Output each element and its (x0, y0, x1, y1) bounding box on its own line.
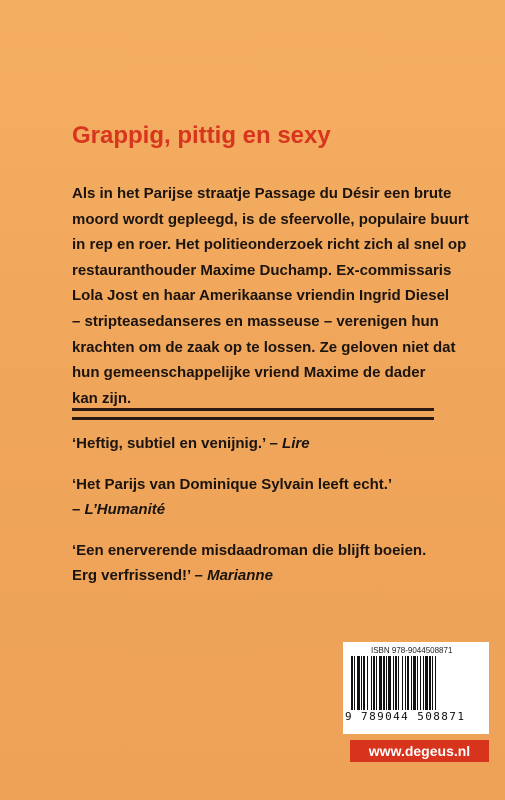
quote-text: ‘Heftig, subtiel en venijnig.’ – (72, 435, 278, 452)
quote-dash: – (72, 501, 81, 519)
barcode-bar (354, 656, 355, 710)
isbn-barcode (343, 642, 489, 734)
divider-rule (72, 408, 434, 411)
blurb-line: kan zijn. (72, 389, 132, 407)
barcode-bar (429, 656, 431, 710)
barcode-bar (357, 656, 360, 710)
barcode-bar (395, 656, 397, 710)
review-quote (72, 431, 442, 457)
barcode-bar (388, 656, 391, 710)
barcode-bar (373, 656, 375, 710)
headline: Grappig, pittig en sexy (72, 122, 331, 149)
quote-source: Marianne (207, 567, 273, 585)
blurb-line: – stripteasedanseres en masseuse – verenigen hun (72, 312, 439, 330)
publisher-website[interactable]: www.degeus.nl (350, 740, 489, 762)
quote-line (72, 497, 442, 523)
barcode-bar (379, 656, 382, 710)
quote-line (72, 563, 442, 589)
barcode-bar (383, 656, 385, 710)
barcode-bar (413, 656, 416, 710)
quote-source: Lire (282, 435, 310, 452)
review-quote (72, 472, 442, 523)
blurb-line: hun gemeenschappelijke vriend Maxime de dader (72, 364, 426, 382)
barcode-bar (386, 656, 387, 710)
barcode-bar (432, 656, 433, 710)
blurb-line: restauranthouder Maxime Duchamp. Ex-commissaris (72, 261, 452, 279)
barcode-bars (351, 656, 481, 710)
quote-text: ‘Een enerverende misdaadroman die blijft boeien. (72, 541, 427, 559)
barcode-bar (363, 656, 365, 710)
review-quotes (72, 431, 442, 604)
barcode-bar (420, 656, 421, 710)
barcode-bar (417, 656, 418, 710)
blurb-line: in rep en roer. Het politieonderzoek richt zich al snel op (72, 236, 467, 254)
blurb-paragraph (72, 181, 469, 411)
barcode-bar (405, 656, 406, 710)
barcode-bar (411, 656, 412, 710)
quote-source: L’Humanité (84, 501, 166, 519)
quote-line (72, 431, 442, 457)
isbn-label: ISBN 978-9044508871 (371, 646, 453, 655)
quote-text: ‘Het Parijs van Dominique Sylvain leeft echt.’ (72, 475, 393, 493)
barcode-bar (367, 656, 368, 710)
barcode-bar (407, 656, 409, 710)
blurb-line: krachten om de zaak op te lossen. Ze geloven niet dat (72, 338, 456, 356)
barcode-bar (376, 656, 377, 710)
blurb-line: Als in het Parijse straatje Passage du Désir een brute (72, 185, 452, 202)
barcode-bar (423, 656, 424, 710)
barcode-bar (371, 656, 372, 710)
quote-text-cont: Erg verfrissend!’ – (72, 567, 203, 585)
review-quote (72, 538, 442, 589)
barcode-bar (361, 656, 362, 710)
barcode-bar (435, 656, 436, 710)
barcode-bar (398, 656, 399, 710)
barcode-bar (351, 656, 353, 710)
barcode-bar (402, 656, 403, 710)
barcode-bar (425, 656, 428, 710)
isbn-digits: 9 789044 508871 (345, 710, 466, 723)
blurb-line: moord wordt gepleegd, is de sfeervolle, populaire buurt (72, 210, 469, 228)
barcode-bar (393, 656, 394, 710)
divider-rule (72, 417, 434, 420)
blurb-line: Lola Jost en haar Amerikaanse vriendin Ingrid Diesel (72, 287, 450, 305)
